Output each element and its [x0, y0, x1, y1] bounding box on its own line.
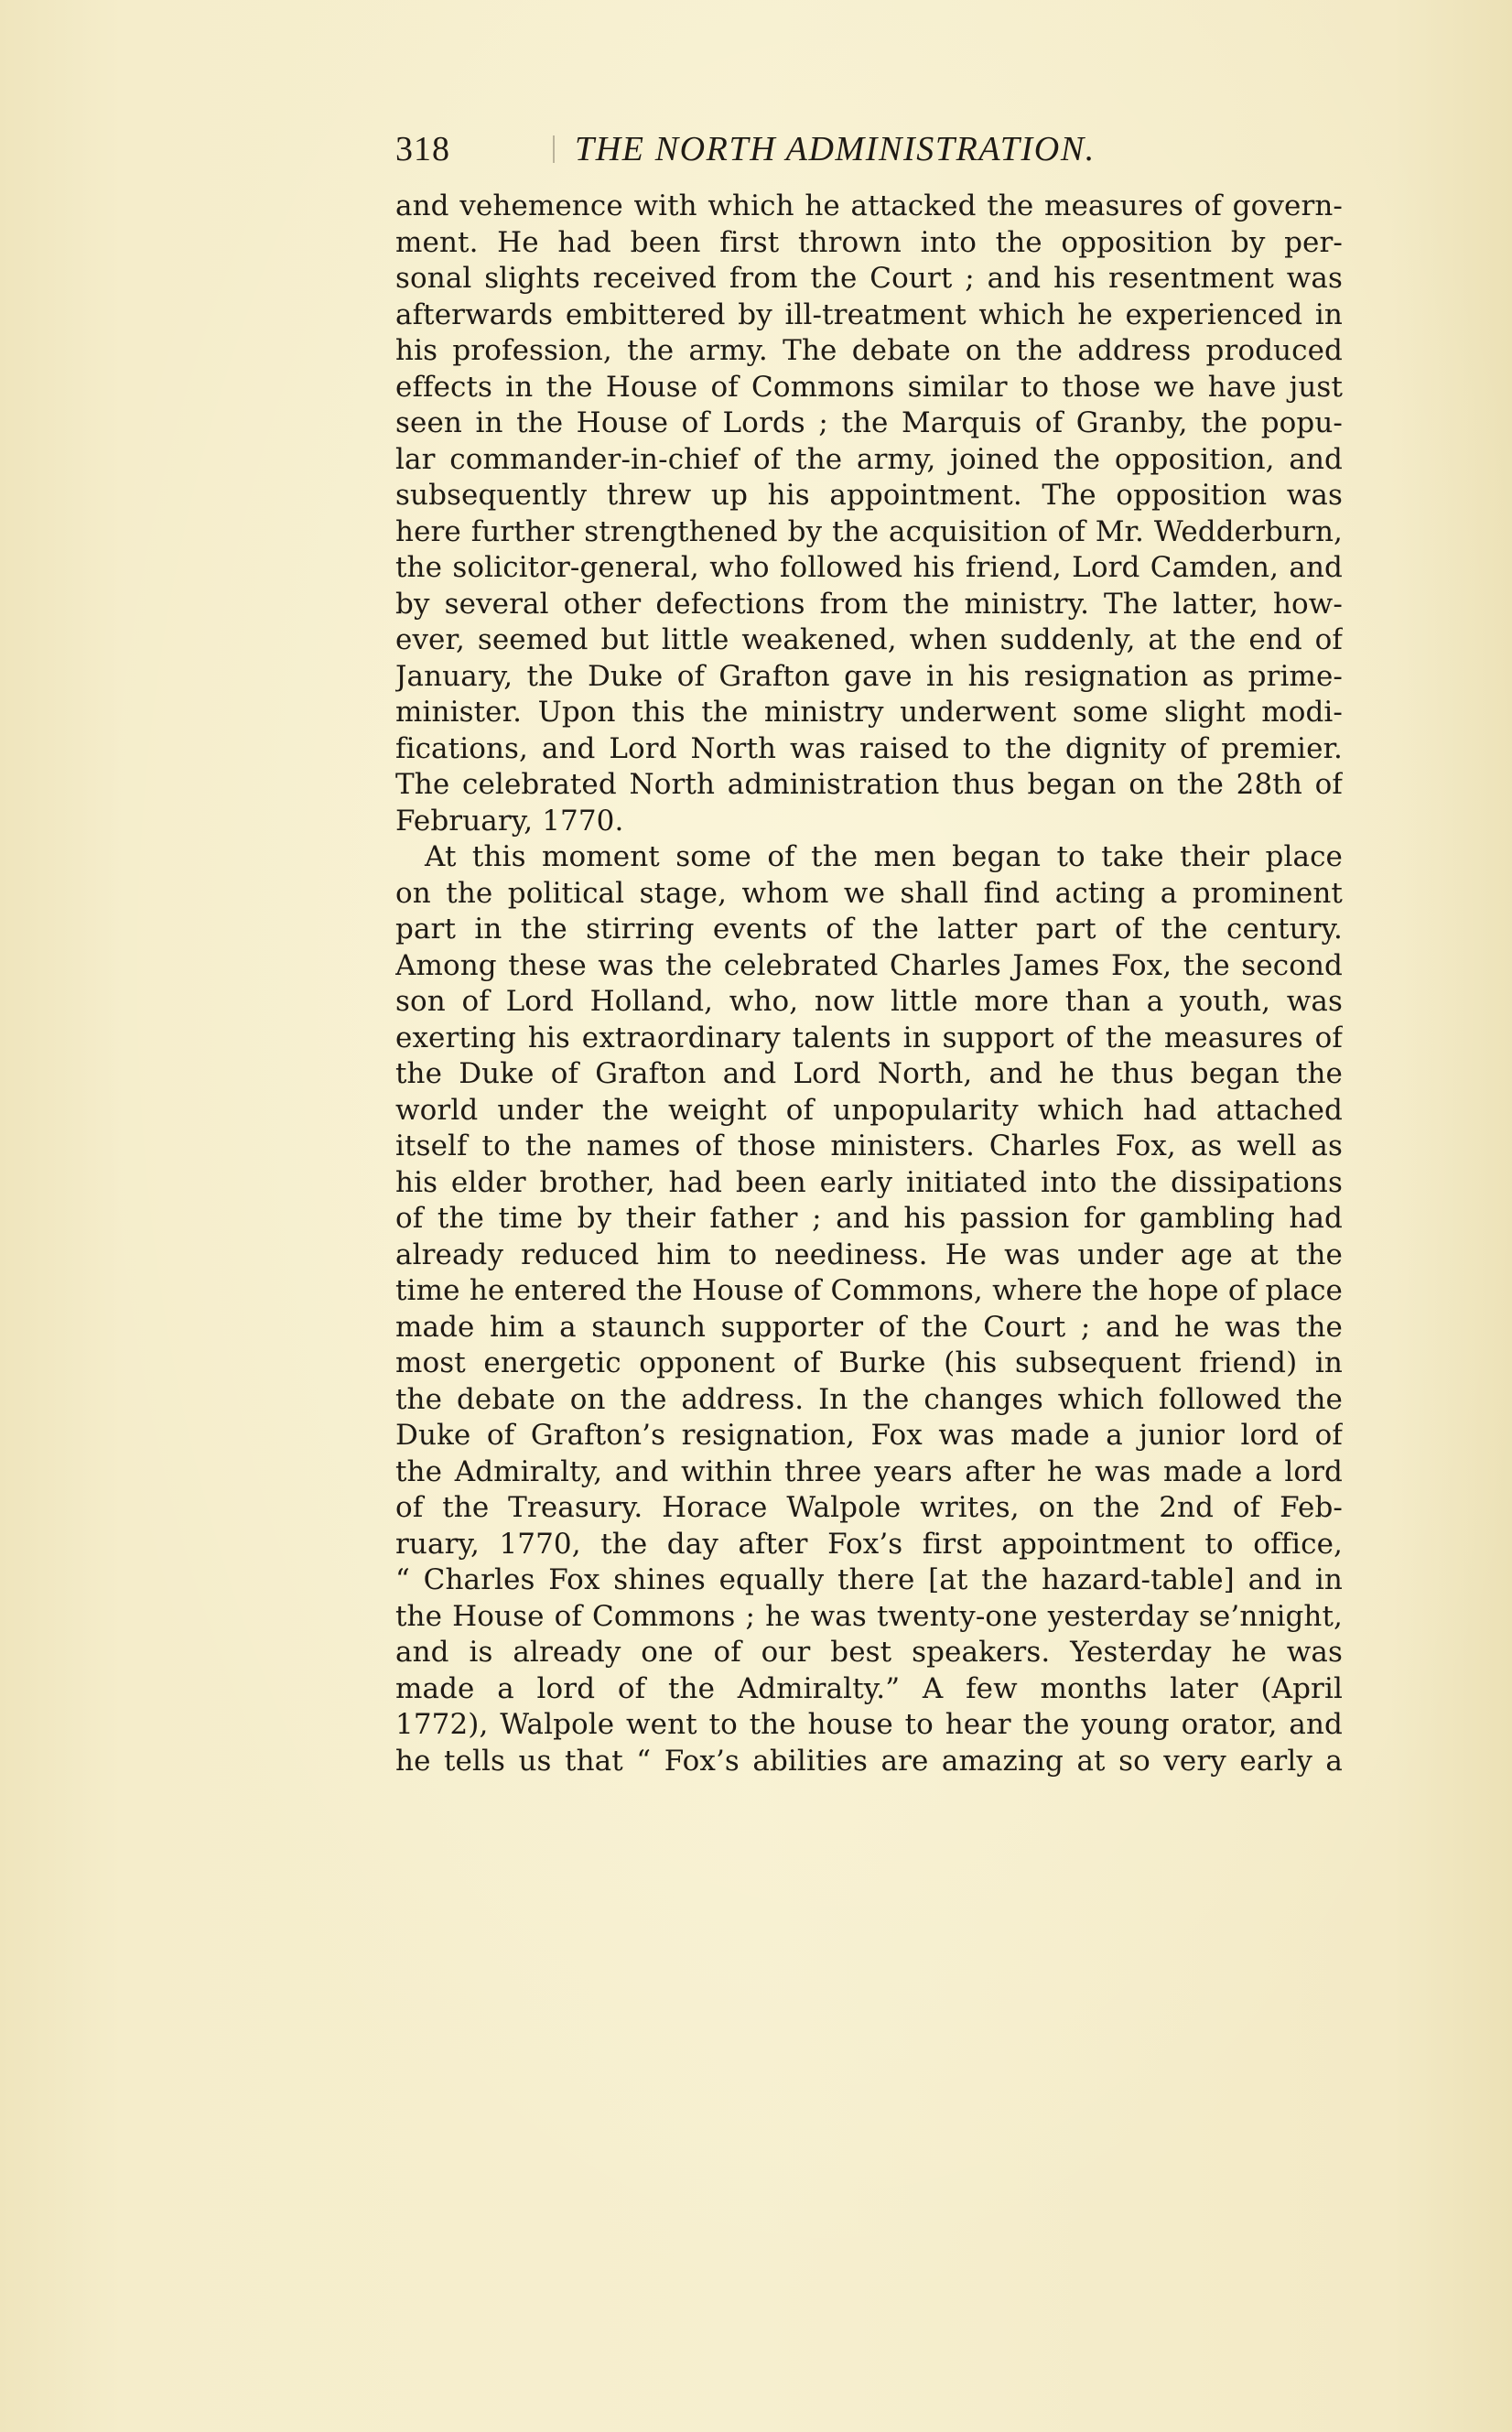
text-line: here further strengthened by the acquisition of Mr. Wedderburn,	[395, 514, 1343, 548]
text-line: effects in the House of Commons similar to those we have just	[395, 370, 1343, 404]
page-number: 318	[395, 130, 450, 168]
text-line: and is already one of our best speakers. Yesterday he was	[395, 1636, 1343, 1669]
paragraph-end-line: February, 1770.	[395, 804, 624, 838]
text-line: made him a staunch supporter of the Court ; and he was the	[395, 1310, 1343, 1344]
text-line: the House of Commons ; he was twenty-one yesterday se’nnight,	[395, 1599, 1343, 1633]
text-line: his profession, the army. The debate on the address produced	[395, 334, 1343, 367]
text-line: his elder brother, had been early initiated into the dissipations	[395, 1165, 1343, 1199]
text-line: afterwards embittered by ill-treatment which he experienced in	[395, 297, 1343, 331]
running-title: THE NORTH ADMINISTRATION.	[575, 130, 1096, 168]
text-line: subsequently threw up his appointment. The opposition was	[395, 479, 1343, 512]
text-line: by several other defections from the ministry. The latter, how-	[395, 587, 1343, 621]
text-line: and vehemence with which he attacked the measures of govern-	[395, 189, 1343, 222]
text-line: ruary, 1770, the day after Fox’s first appointment to office,	[395, 1527, 1343, 1561]
text-line: made a lord of the Admiralty.” A few months later (April	[395, 1671, 1343, 1705]
running-head	[395, 126, 1347, 172]
text-line: fications, and Lord North was raised to the dignity of premier.	[395, 731, 1343, 765]
text-line: lar commander-in-chief of the army, joined the opposition, and	[395, 442, 1343, 476]
text-line: of the time by their father ; and his passion for gambling had	[395, 1202, 1343, 1235]
text-line: most energetic opponent of Burke (his subsequent friend) in	[395, 1346, 1343, 1379]
text-line: Among these was the celebrated Charles James Fox, the second	[395, 948, 1343, 982]
text-line: seen in the House of Lords ; the Marquis of Granby, the popu-	[395, 406, 1343, 439]
text-line: ever, seemed but little weakened, when suddenly, at the end of	[395, 623, 1343, 656]
text-line: son of Lord Holland, who, now little more than a youth, was	[395, 985, 1343, 1018]
text-line: minister. Upon this the ministry underwent some slight modi-	[395, 696, 1343, 729]
text-line: Duke of Grafton’s resignation, Fox was made a junior lord of	[395, 1419, 1343, 1452]
text-line: ment. He had been first thrown into the opposition by per-	[395, 225, 1343, 259]
text-line: exerting his extraordinary talents in support of the measures of	[395, 1021, 1343, 1054]
text-line: 1772), Walpole went to the house to hear the young orator, and	[395, 1708, 1343, 1741]
text-line: itself to the names of those ministers. Charles Fox, as well as	[395, 1130, 1343, 1162]
text-line: part in the stirring events of the latter part of the century.	[395, 913, 1343, 946]
text-line: time he entered the House of Commons, where the hope of place	[395, 1274, 1343, 1307]
text-line: January, the Duke of Grafton gave in his resignation as prime-	[395, 659, 1343, 693]
text-line: the Duke of Grafton and Lord North, and he thus began the	[395, 1057, 1343, 1090]
paragraph-start-line: At this moment some of the men began to take their place	[425, 840, 1343, 873]
text-line: the debate on the address. In the changes which followed the	[395, 1382, 1343, 1416]
text-line: “ Charles Fox shines equally there [at the hazard-table] and in	[395, 1563, 1343, 1596]
text-line: the Admiralty, and within three years after he was made a lord	[395, 1454, 1343, 1488]
header-divider	[553, 135, 555, 163]
text-line: of the Treasury. Horace Walpole writes, on the 2nd of Feb-	[395, 1491, 1343, 1524]
text-line: world under the weight of unpopularity which had attached	[395, 1093, 1343, 1127]
text-line: The celebrated North administration thus began on the 28th of	[395, 768, 1343, 801]
text-line: sonal slights received from the Court ; and his resentment was	[395, 262, 1343, 295]
text-line: already reduced him to neediness. He was under age at the	[395, 1238, 1343, 1271]
text-line: on the political stage, whom we shall find acting a prominent	[395, 876, 1343, 910]
text-line: the solicitor-general, who followed his friend, Lord Camden, and	[395, 551, 1343, 584]
body-text	[395, 189, 1343, 1779]
text-line: he tells us that “ Fox’s abilities are amazing at so very early a	[395, 1744, 1343, 1778]
